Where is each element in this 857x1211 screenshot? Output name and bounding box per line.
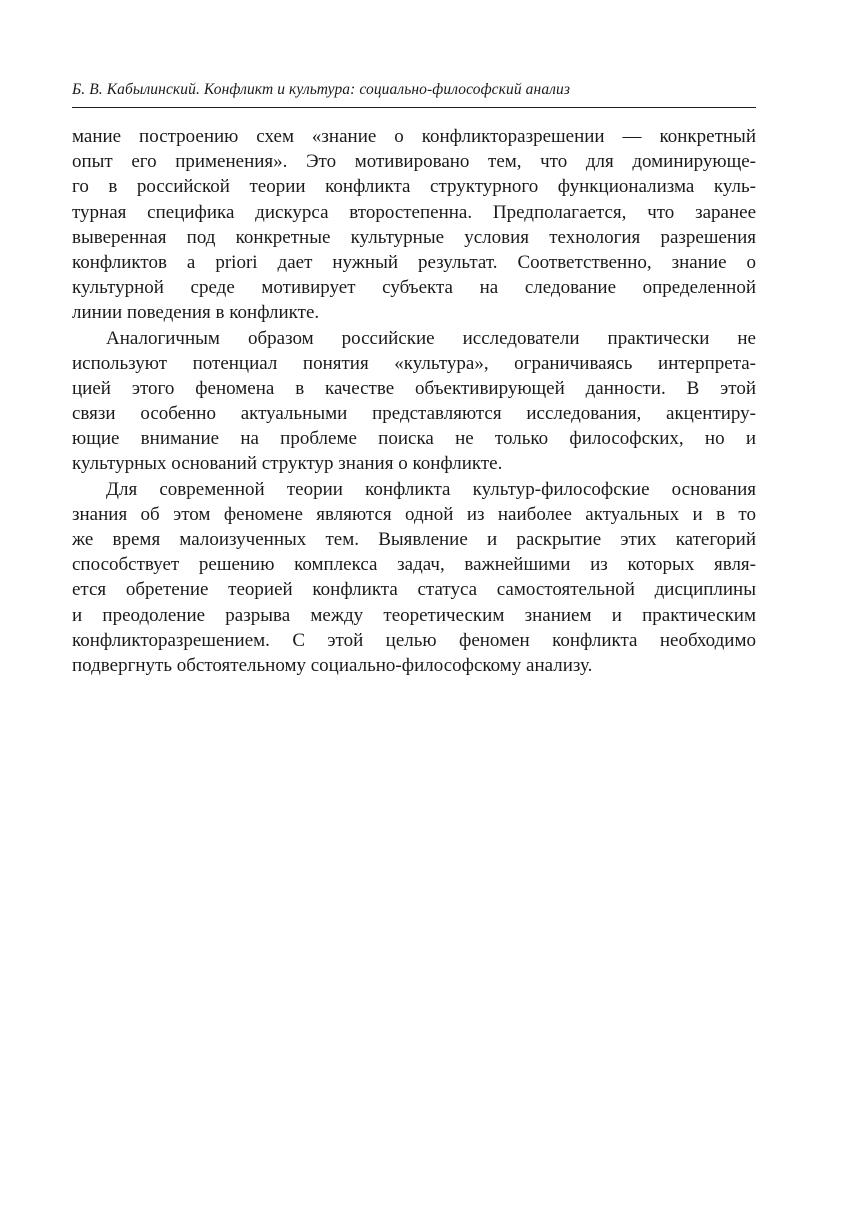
text-line: способствует решению комплекса задач, важнейшими из которых явля- — [72, 554, 756, 576]
text-line: выверенная под конкретные культурные условия технология разрешения — [72, 226, 756, 248]
text-line: культурной среде мотивирует субъекта на следование определенной — [72, 277, 756, 299]
header-rule — [72, 107, 756, 108]
text-line: Аналогичным образом российские исследователи практически не — [106, 327, 756, 349]
running-head: Б. В. Кабылинский. Конфликт и культура: социально-философский анализ — [72, 81, 571, 98]
text-line: ется обретение теорией конфликта статуса самостоятельной дисциплины — [72, 579, 756, 601]
text-line: го в российской теории конфликта структурного функционализма куль- — [72, 176, 756, 198]
text-line: используют потенциал понятия «культура», ограничиваясь интерпрета- — [72, 352, 756, 374]
text-line: ющие внимание на проблеме поиска не только философских, но и — [72, 428, 756, 450]
text-line: культурных оснований структур знания о конфликте. — [72, 453, 503, 475]
text-line: мание построению схем «знание о конфликторазрешении — конкретный — [72, 126, 756, 147]
body-text — [72, 124, 756, 678]
text-line: турная специфика дискурса второстепенна. Предполагается, что заранее — [72, 201, 756, 223]
text-line: опыт его применения». Это мотивировано тем, что для доминирующе- — [72, 151, 756, 173]
text-line: линии поведения в конфликте. — [72, 302, 320, 324]
text-line: Для современной теории конфликта культур-философские основания — [106, 478, 756, 500]
text-line: знания об этом феномене являются одной из наиболее актуальных и в то — [72, 503, 756, 525]
text-line: конфликтов a priori дает нужный результат. Соответственно, знание о — [72, 251, 756, 273]
text-line: конфликторазрешением. С этой целью феномен конфликта необходимо — [72, 629, 756, 651]
text-line: связи особенно актуальными представляются исследования, акцентиру- — [72, 403, 756, 425]
text-line: и преодоление разрыва между теоретическим знанием и практическим — [72, 604, 756, 626]
text-line: цией этого феномена в качестве объективирующей данности. В этой — [72, 377, 756, 399]
text-line: подвергнуть обстоятельному социально-философскому анализу. — [72, 654, 593, 676]
text-line: же время малоизученных тем. Выявление и раскрытие этих категорий — [72, 529, 756, 550]
